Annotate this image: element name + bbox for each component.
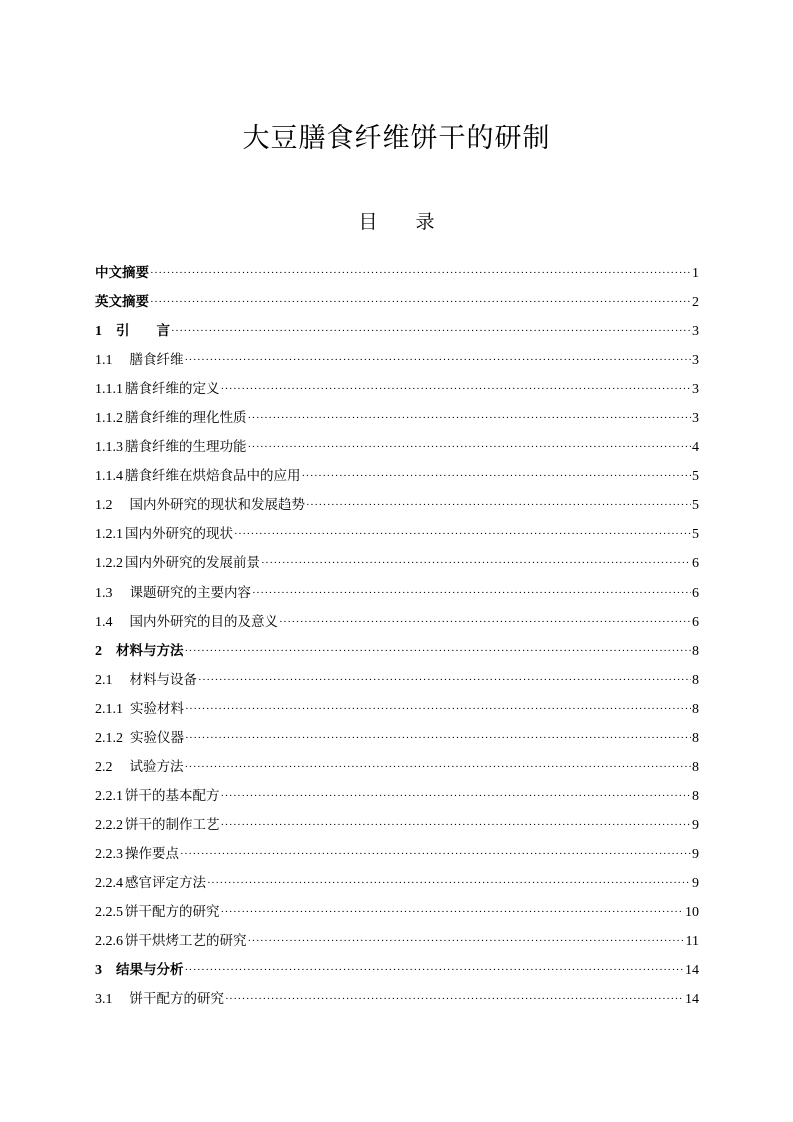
toc-entry-label bbox=[95, 985, 224, 1014]
toc-entry-number: 1.3 bbox=[95, 585, 113, 601]
toc-entry-number: 2.1.2 bbox=[95, 730, 123, 746]
toc-entry-title: 饼干配方的研究 bbox=[129, 991, 224, 1008]
toc-entry-label bbox=[95, 579, 251, 608]
toc-dot-leader bbox=[234, 520, 691, 549]
toc-entry-label bbox=[95, 491, 305, 520]
toc-entry-page-number: 5 bbox=[692, 498, 699, 514]
toc-entry-title: 实验仪器 bbox=[130, 729, 184, 746]
toc-entry-label bbox=[95, 956, 184, 985]
toc-entry-title: 膳食纤维的理化性质 bbox=[125, 410, 247, 427]
toc-entry[interactable] bbox=[95, 695, 699, 724]
toc-heading-right: 录 bbox=[415, 211, 435, 233]
toc-entry-title: 感官评定方法 bbox=[125, 874, 206, 891]
toc-entry-number: 2 bbox=[95, 643, 102, 659]
toc-entry-number: 2.2.3 bbox=[95, 846, 123, 862]
table-of-contents bbox=[95, 259, 699, 1014]
toc-dot-leader bbox=[261, 549, 691, 578]
toc-entry-title: 膳食纤维在烘焙食品中的应用 bbox=[125, 468, 301, 485]
toc-entry[interactable] bbox=[95, 840, 699, 869]
toc-entry-label bbox=[95, 869, 206, 898]
toc-entry[interactable] bbox=[95, 491, 699, 520]
toc-entry-number: 2.2.1 bbox=[95, 788, 123, 804]
document-title: 大豆膳食纤维饼干的研制 bbox=[242, 123, 551, 154]
toc-entry[interactable] bbox=[95, 433, 699, 462]
toc-dot-leader bbox=[221, 375, 692, 404]
toc-entry-label bbox=[95, 520, 233, 549]
toc-heading-left: 目 bbox=[358, 211, 378, 233]
toc-entry[interactable] bbox=[95, 346, 699, 375]
toc-entry[interactable] bbox=[95, 724, 699, 753]
toc-entry[interactable] bbox=[95, 637, 699, 666]
toc-entry-page-number: 14 bbox=[685, 963, 699, 979]
toc-dot-leader bbox=[180, 840, 691, 869]
toc-entry-number: 1.1.1 bbox=[95, 382, 123, 398]
toc-entry-title: 国内外研究的现状和发展趋势 bbox=[129, 497, 305, 514]
toc-entry-page-number: 8 bbox=[692, 701, 699, 717]
toc-entry-title: 课题研究的主要内容 bbox=[129, 584, 251, 601]
toc-entry-title: 国内外研究的现状 bbox=[125, 526, 233, 543]
toc-entry[interactable] bbox=[95, 549, 699, 578]
toc-entry-label bbox=[95, 637, 184, 666]
toc-entry[interactable] bbox=[95, 753, 699, 782]
toc-dot-leader bbox=[279, 608, 691, 637]
toc-entry-label bbox=[95, 753, 184, 782]
toc-entry[interactable] bbox=[95, 404, 699, 433]
toc-dot-leader bbox=[221, 811, 692, 840]
toc-entry-page-number: 9 bbox=[692, 875, 699, 891]
toc-dot-leader bbox=[171, 317, 691, 346]
toc-entry-number: 2.1.1 bbox=[95, 701, 123, 717]
toc-dot-leader bbox=[185, 695, 691, 724]
toc-entry-number: 1.2 bbox=[95, 498, 113, 514]
toc-dot-leader bbox=[306, 491, 691, 520]
toc-entry-label bbox=[95, 608, 278, 637]
toc-entry-page-number: 5 bbox=[692, 469, 699, 485]
toc-entry-page-number: 11 bbox=[685, 934, 699, 950]
toc-entry-label bbox=[95, 288, 149, 317]
toc-entry-number: 2.2.4 bbox=[95, 875, 123, 891]
toc-dot-leader bbox=[185, 753, 692, 782]
toc-entry-title: 实验材料 bbox=[130, 700, 184, 717]
toc-entry-number: 3 bbox=[95, 963, 102, 979]
toc-entry-page-number: 3 bbox=[692, 382, 699, 398]
toc-entry-page-number: 6 bbox=[692, 585, 699, 601]
toc-entry-title: 引 言 bbox=[116, 323, 170, 340]
toc-entry[interactable] bbox=[95, 811, 699, 840]
toc-entry-page-number: 6 bbox=[692, 556, 699, 572]
toc-entry-number: 2.2.2 bbox=[95, 817, 123, 833]
toc-entry-number: 1 bbox=[95, 324, 102, 340]
toc-dot-leader bbox=[185, 956, 685, 985]
toc-entry-number: 1.4 bbox=[95, 614, 113, 630]
toc-dot-leader bbox=[150, 259, 691, 288]
toc-entry-label bbox=[95, 346, 184, 375]
toc-entry-title: 材料与设备 bbox=[129, 671, 197, 688]
toc-entry[interactable] bbox=[95, 579, 699, 608]
toc-entry-page-number: 3 bbox=[692, 353, 699, 369]
toc-entry-label bbox=[95, 259, 149, 288]
toc-entry-title: 饼干烘烤工艺的研究 bbox=[125, 933, 247, 950]
toc-entry-number: 1.2.1 bbox=[95, 527, 123, 543]
toc-entry-label bbox=[95, 724, 184, 753]
toc-entry-label bbox=[95, 462, 301, 491]
toc-entry-page-number: 3 bbox=[692, 324, 699, 340]
toc-heading bbox=[0, 207, 793, 237]
toc-entry-title: 中文摘要 bbox=[95, 265, 149, 281]
toc-dot-leader bbox=[252, 579, 691, 608]
toc-entry[interactable] bbox=[95, 869, 699, 898]
toc-dot-leader bbox=[150, 288, 691, 317]
toc-entry-page-number: 10 bbox=[685, 905, 699, 921]
toc-entry-number: 1.1.2 bbox=[95, 411, 123, 427]
toc-entry-page-number: 14 bbox=[685, 992, 699, 1008]
toc-entry-number: 2.2.6 bbox=[95, 934, 123, 950]
toc-dot-leader bbox=[302, 462, 692, 491]
toc-entry-page-number: 4 bbox=[692, 440, 699, 456]
toc-entry-title: 饼干配方的研究 bbox=[125, 904, 220, 921]
toc-entry[interactable] bbox=[95, 259, 699, 288]
toc-entry-title: 膳食纤维 bbox=[129, 352, 184, 369]
toc-dot-leader bbox=[185, 637, 692, 666]
toc-dot-leader bbox=[248, 404, 692, 433]
toc-dot-leader bbox=[248, 433, 692, 462]
toc-entry-page-number: 9 bbox=[692, 846, 699, 862]
toc-entry-label bbox=[95, 840, 179, 869]
toc-dot-leader bbox=[248, 927, 685, 956]
toc-entry-number: 2.2 bbox=[95, 759, 113, 775]
toc-entry-number: 2.2.5 bbox=[95, 905, 123, 921]
toc-entry[interactable] bbox=[95, 782, 699, 811]
toc-dot-leader bbox=[221, 782, 692, 811]
toc-entry-page-number: 8 bbox=[692, 759, 699, 775]
toc-dot-leader bbox=[207, 869, 691, 898]
toc-entry-page-number: 6 bbox=[692, 614, 699, 630]
toc-entry-page-number: 8 bbox=[692, 672, 699, 688]
toc-entry-title: 膳食纤维的定义 bbox=[125, 381, 220, 398]
toc-entry-number: 1.2.2 bbox=[95, 556, 123, 572]
toc-entry-label bbox=[95, 695, 184, 724]
toc-entry-label bbox=[95, 404, 247, 433]
toc-entry-label bbox=[95, 375, 220, 404]
toc-entry-title: 饼干的基本配方 bbox=[125, 787, 220, 804]
toc-entry-title: 操作要点 bbox=[125, 845, 179, 862]
toc-entry-page-number: 8 bbox=[692, 788, 699, 804]
toc-entry-number: 1.1 bbox=[95, 353, 113, 369]
toc-entry[interactable] bbox=[95, 666, 699, 695]
toc-entry-number: 1.1.3 bbox=[95, 440, 123, 456]
toc-entry-page-number: 3 bbox=[692, 411, 699, 427]
toc-entry-title: 结果与分析 bbox=[116, 962, 184, 979]
toc-entry-title: 材料与方法 bbox=[116, 642, 184, 659]
toc-entry[interactable] bbox=[95, 898, 699, 927]
toc-entry-label bbox=[95, 782, 220, 811]
toc-entry-title: 试验方法 bbox=[129, 758, 184, 775]
toc-entry[interactable] bbox=[95, 288, 699, 317]
toc-dot-leader bbox=[185, 346, 692, 375]
toc-entry-page-number: 5 bbox=[692, 527, 699, 543]
toc-entry[interactable] bbox=[95, 375, 699, 404]
toc-entry[interactable] bbox=[95, 927, 699, 956]
toc-dot-leader bbox=[198, 666, 691, 695]
toc-entry-label bbox=[95, 927, 247, 956]
toc-entry-page-number: 8 bbox=[692, 730, 699, 746]
toc-entry[interactable] bbox=[95, 462, 699, 491]
toc-entry[interactable] bbox=[95, 956, 699, 985]
toc-entry-number: 1.1.4 bbox=[95, 469, 123, 485]
toc-entry[interactable] bbox=[95, 608, 699, 637]
toc-entry-label bbox=[95, 898, 220, 927]
toc-entry[interactable] bbox=[95, 520, 699, 549]
toc-entry-label bbox=[95, 811, 220, 840]
toc-entry-number: 3.1 bbox=[95, 992, 113, 1008]
toc-dot-leader bbox=[225, 985, 684, 1014]
toc-entry-label bbox=[95, 666, 197, 695]
toc-entry-page-number: 2 bbox=[692, 295, 699, 311]
toc-entry[interactable] bbox=[95, 317, 699, 346]
toc-entry-label bbox=[95, 317, 170, 346]
toc-entry-title: 英文摘要 bbox=[95, 294, 149, 311]
toc-dot-leader bbox=[185, 724, 691, 753]
toc-entry-label bbox=[95, 549, 260, 578]
toc-entry-label bbox=[95, 433, 247, 462]
toc-entry-title: 饼干的制作工艺 bbox=[125, 816, 220, 833]
toc-entry-number: 2.1 bbox=[95, 672, 113, 688]
toc-entry-page-number: 1 bbox=[692, 266, 699, 281]
toc-entry-title: 国内外研究的目的及意义 bbox=[129, 613, 278, 630]
toc-entry-page-number: 8 bbox=[692, 643, 699, 659]
toc-entry[interactable] bbox=[95, 985, 699, 1014]
toc-entry-page-number: 9 bbox=[692, 817, 699, 833]
toc-entry-title: 膳食纤维的生理功能 bbox=[125, 439, 247, 456]
toc-entry-title: 国内外研究的发展前景 bbox=[125, 555, 260, 572]
toc-dot-leader bbox=[221, 898, 685, 927]
